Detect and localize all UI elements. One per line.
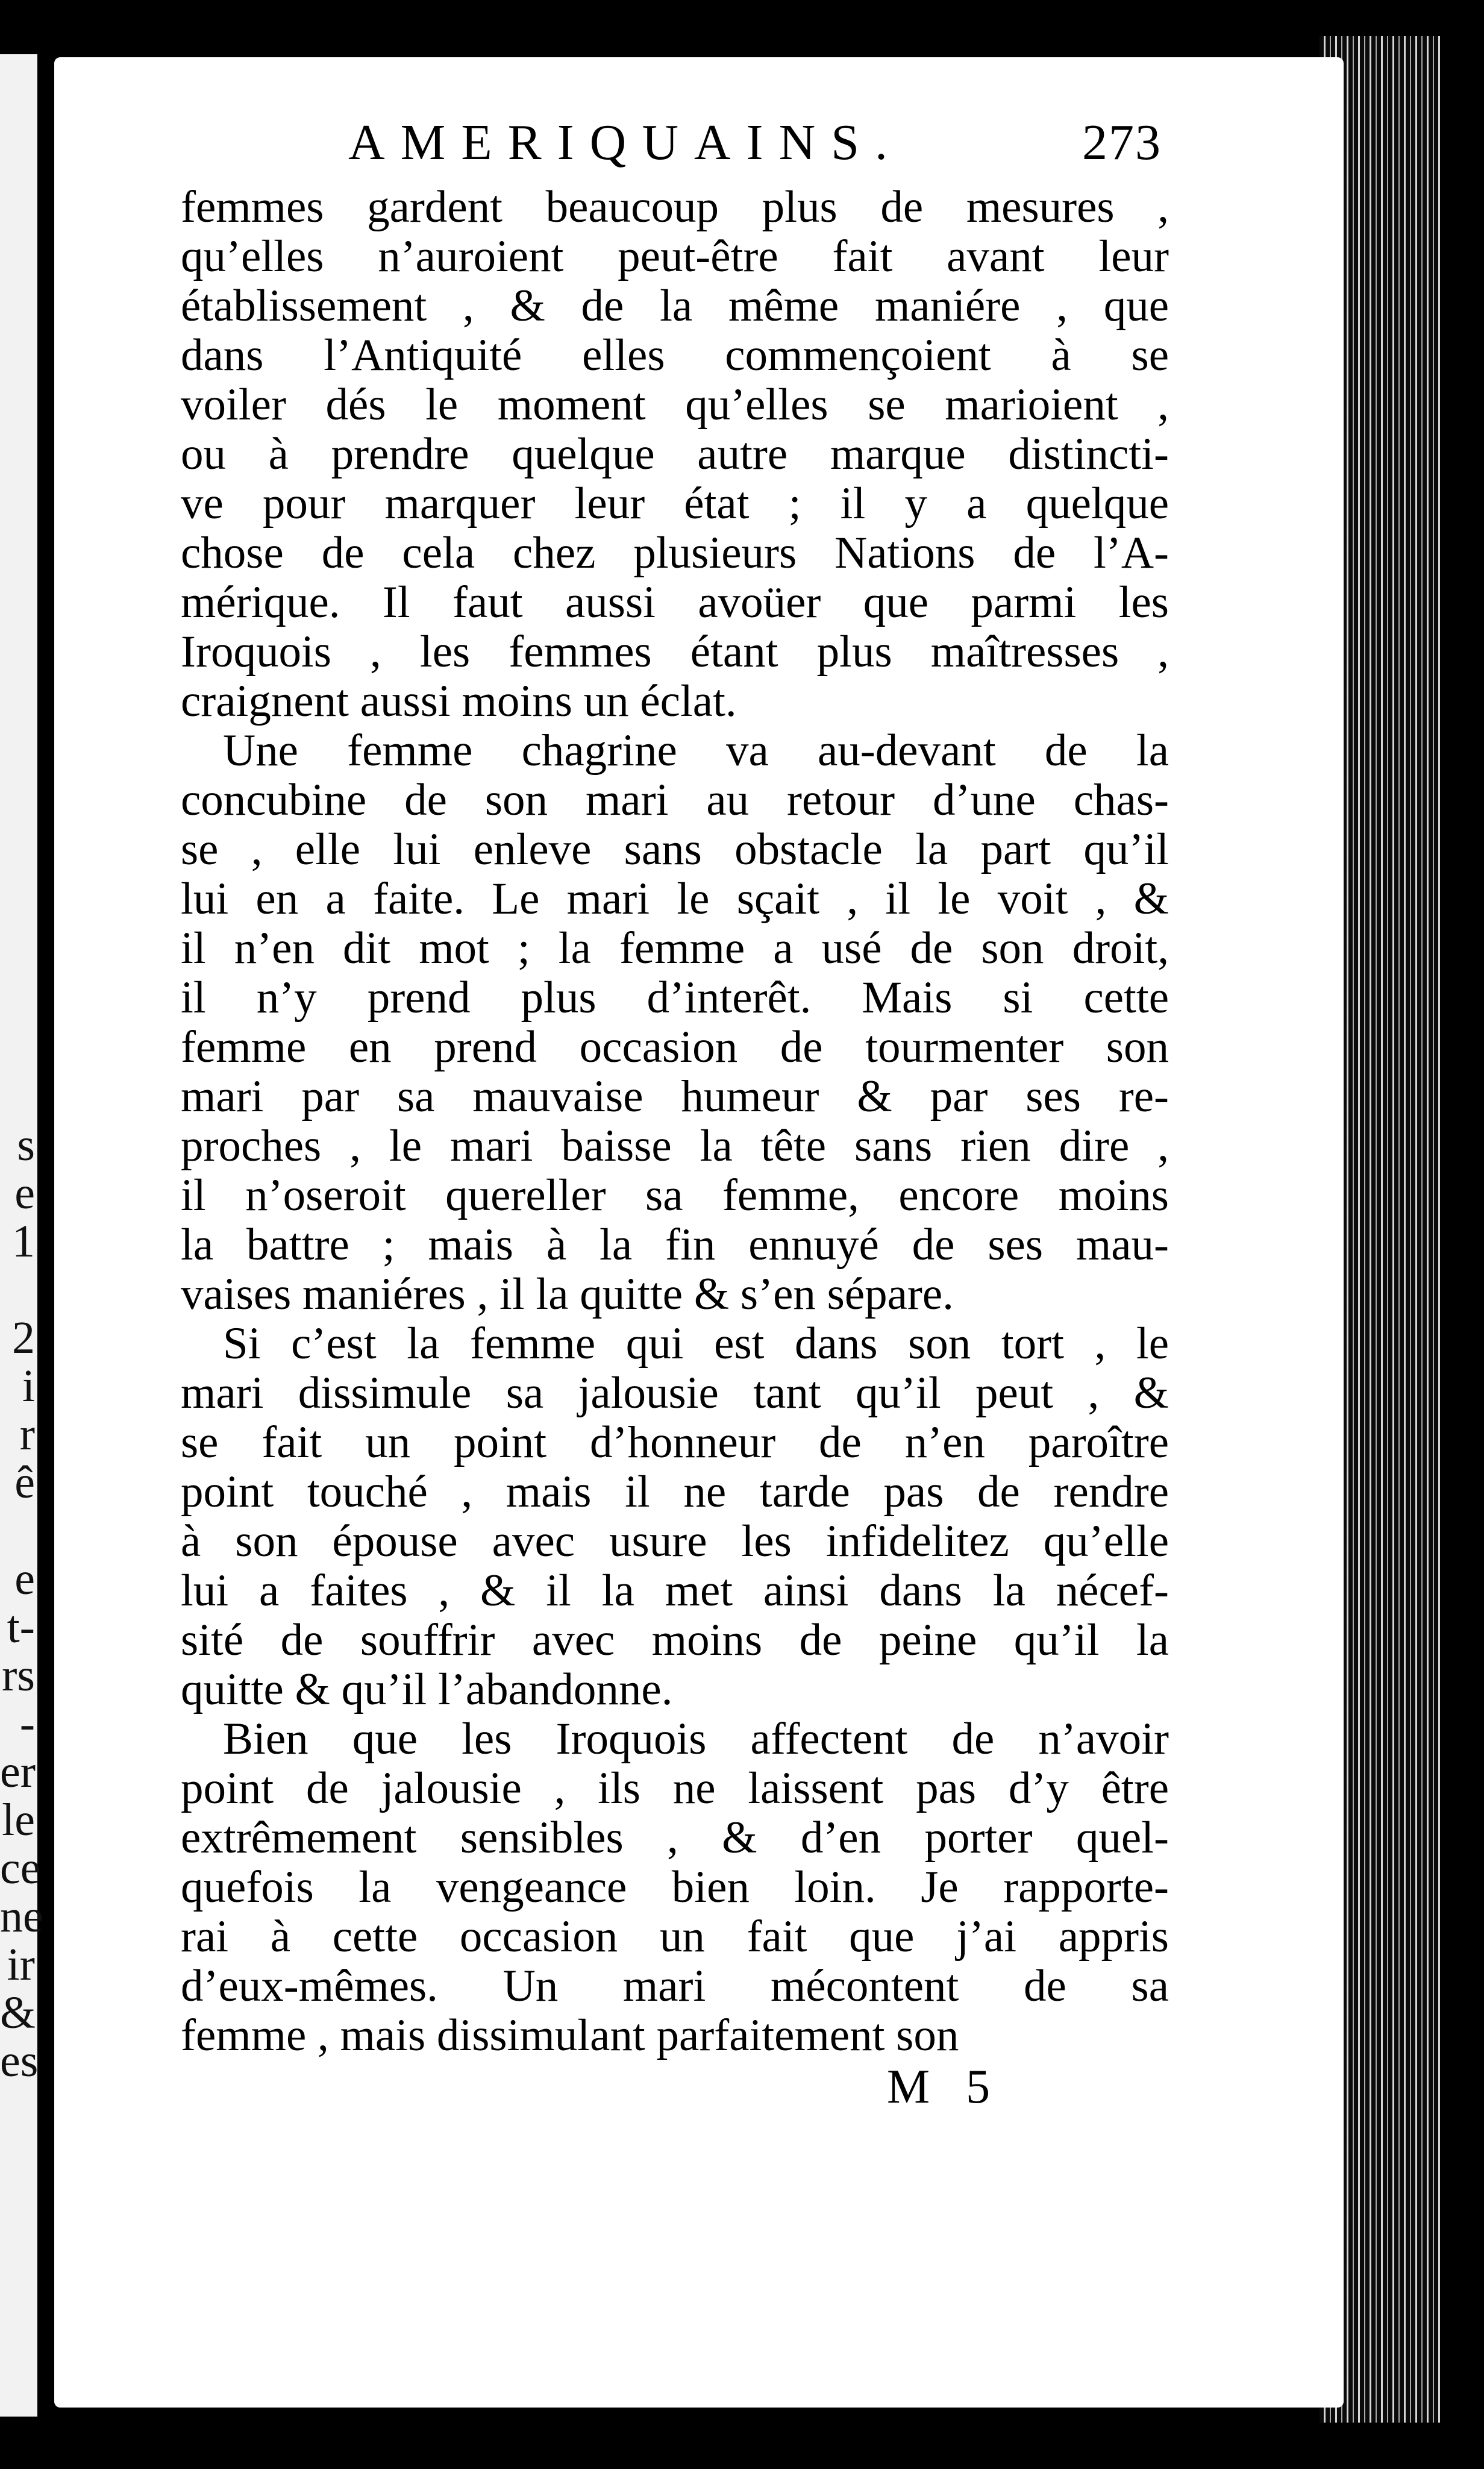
text-line: Une femme chagrine va au-devant de la (223, 726, 1169, 776)
text-line: dans l’Antiquité elles commençoient à se (181, 330, 1169, 380)
facing-page-text-fragments (0, 1120, 43, 2086)
text-line: Si c’est la femme qui est dans son tort , le (223, 1319, 1169, 1369)
text-line: point touché , mais il ne tarde pas de rendre (181, 1467, 1169, 1517)
text-line: lui a faites , & il la met ainsi dans la nécef- (181, 1566, 1169, 1616)
text-line: d’eux-mêmes. Un mari mécontent de sa (181, 1961, 1169, 2011)
facing-page-fragment: le (2, 1795, 35, 1845)
running-head (348, 113, 1162, 172)
text-line: chose de cela chez plusieurs Nations de l’A- (181, 528, 1169, 578)
text-line: femme , mais dissimulant parfaitement son (181, 2010, 959, 2060)
text-line: femme en prend occasion de tourmenter son (181, 1022, 1169, 1072)
facing-page-fragment: i (22, 1361, 35, 1411)
text-line: ve pour marquer leur état ; il y a quelque (181, 478, 1169, 529)
text-line: qu’elles n’auroient peut-être fait avant leur (181, 231, 1169, 281)
facing-page-fragment (0, 1507, 37, 1555)
text-line: mérique. Il faut aussi avoüer que parmi les (181, 577, 1169, 627)
text-line: vaises maniéres , il la quitte & s’en sépare. (181, 1269, 954, 1319)
text-line: proches , le mari baisse la tête sans rien dire , (181, 1121, 1169, 1171)
text-line: concubine de son mari au retour d’une chas- (181, 775, 1169, 825)
text-line: femmes gardent beaucoup plus de mesures , (181, 182, 1169, 232)
signature-mark: M 5 (887, 2060, 1003, 2113)
text-line: il n’oseroit quereller sa femme, encore moins (181, 1170, 1169, 1220)
text-line: quefois la vengeance bien loin. Je rapporte- (181, 1862, 1169, 1912)
facing-page-fragment: es (0, 2036, 39, 2086)
facing-page-fragment: & (0, 1987, 36, 2038)
facing-page-fragment: rs (2, 1650, 35, 1701)
facing-page-fragment: r (19, 1409, 35, 1460)
text-line: mari dissimule sa jalousie tant qu’il peut , & (181, 1368, 1169, 1418)
facing-page-fragment: e (14, 1168, 35, 1219)
text-line: établissement , & de la même maniére , que (181, 281, 1169, 331)
text-line: se fait un point d’honneur de n’en paroître (181, 1417, 1169, 1467)
facing-page-fragment (0, 1266, 37, 1314)
text-line: à son épouse avec usure les infidelitez qu’elle (181, 1516, 1169, 1566)
facing-page-fragment: - (19, 1698, 35, 1749)
facing-page-fragment: s (17, 1120, 35, 1170)
facing-page-fragment: e (14, 1554, 35, 1604)
text-line: point de jalousie , ils ne laissent pas d’y être (181, 1763, 1169, 1813)
facing-page-fragment: t- (7, 1602, 35, 1652)
facing-page-fragment: 1 (12, 1216, 35, 1267)
text-line: il n’en dit mot ; la femme a usé de son droit, (181, 923, 1169, 973)
facing-page-fragment: 2 (12, 1313, 35, 1363)
text-line: voiler dés le moment qu’elles se marioient , (181, 380, 1169, 430)
body-text (181, 183, 1169, 2060)
text-line: sité de souffrir avec moins de peine qu’il la (181, 1615, 1169, 1665)
text-line: il n’y prend plus d’interêt. Mais si cette (181, 973, 1169, 1023)
text-line: mari par sa mauvaise humeur & par ses re- (181, 1071, 1169, 1122)
text-line: la battre ; mais à la fin ennuyé de ses mau- (181, 1220, 1169, 1270)
facing-page-fragment: ê (14, 1457, 35, 1508)
book-page (54, 57, 1344, 2408)
text-line: Iroquois , les femmes étant plus maîtresses , (181, 627, 1169, 677)
facing-page-fragment: ir (7, 1939, 35, 1990)
page-number: 273 (1082, 115, 1162, 171)
text-line: Bien que les Iroquois affectent de n’avoir (223, 1714, 1169, 1764)
facing-page-fragment: ce (0, 1843, 41, 1893)
facing-page-edge (0, 54, 43, 2417)
facing-page-fragment: er (0, 1746, 36, 1797)
facing-page-fragment: ne (0, 1891, 43, 1942)
text-line: ou à prendre quelque autre marque distincti- (181, 429, 1169, 479)
text-line: se , elle lui enleve sans obstacle la part qu’il (181, 824, 1169, 874)
text-line: rai à cette occasion un fait que j’ai appris (181, 1912, 1169, 1962)
text-line: lui en a faite. Le mari le sçait , il le voit , & (181, 874, 1169, 924)
text-line: extrêmement sensibles , & d’en porter quel- (181, 1813, 1169, 1863)
text-line: quitte & qu’il l’abandonne. (181, 1664, 673, 1714)
text-line: craignent aussi moins un éclat. (181, 676, 737, 726)
running-title: AMERIQUAINS. (348, 115, 903, 171)
